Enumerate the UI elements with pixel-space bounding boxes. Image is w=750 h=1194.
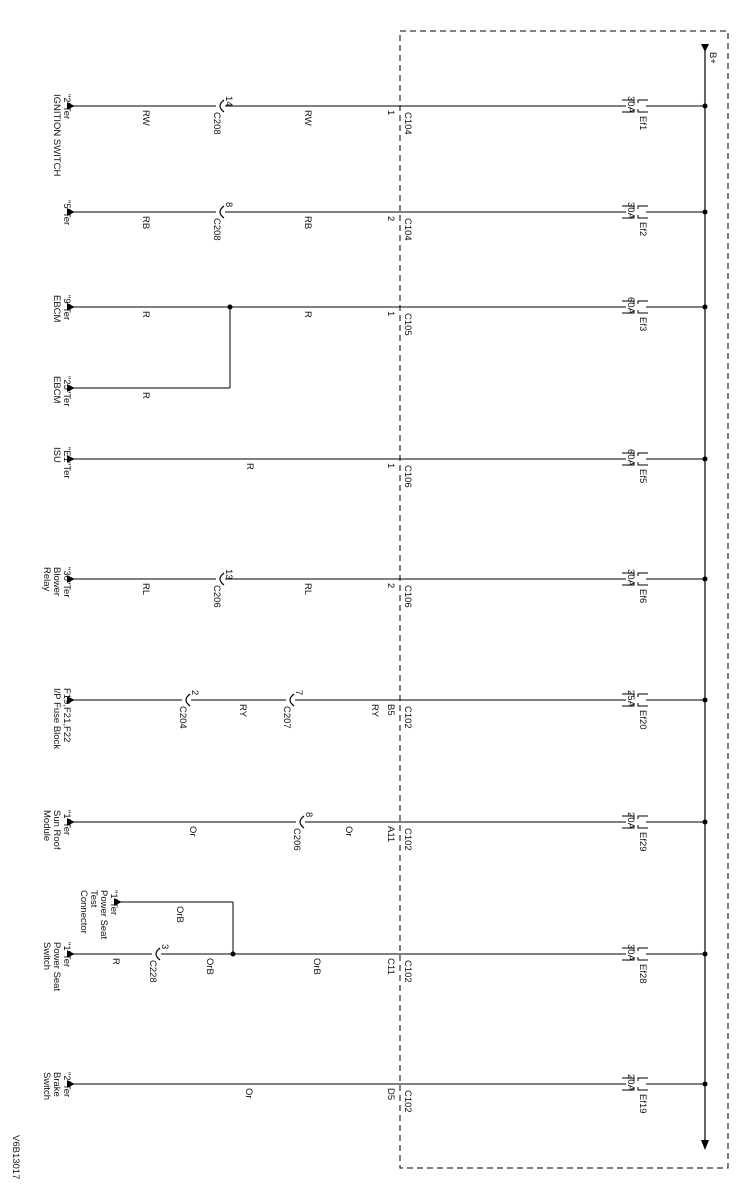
fuse-name: Ef2 xyxy=(637,222,648,237)
destination-line: ISU xyxy=(51,447,62,463)
splice-connector xyxy=(220,206,224,218)
wire-color-label: RB xyxy=(140,216,151,230)
circuit-ef3 xyxy=(51,295,708,407)
destination-line: Blower xyxy=(51,567,62,597)
destination-line: Switch xyxy=(41,942,52,970)
connector-id: C106 xyxy=(402,465,413,488)
connector-pin: A11 xyxy=(385,826,396,843)
splice-connector-id: C228 xyxy=(147,960,158,983)
destination-line: EBCM xyxy=(51,376,62,404)
splice-connector-id: C206 xyxy=(211,585,222,608)
wire-color-label: RL xyxy=(140,583,151,596)
destination-line: "E1"Ter xyxy=(61,447,72,479)
fuse-rating: 20A xyxy=(625,812,636,829)
wire-color-label: R xyxy=(140,392,151,399)
wire-color-label: R xyxy=(140,311,151,318)
destination-line: Switch xyxy=(41,1072,52,1100)
fuse-name: Ef1 xyxy=(637,116,648,131)
splice-pin: 3 xyxy=(159,944,170,950)
connector-id: C102 xyxy=(402,1090,413,1113)
splice-connector xyxy=(186,694,190,706)
splice-pin: 13 xyxy=(223,569,234,580)
connector-pin: B5 xyxy=(385,704,396,716)
connector-id: C102 xyxy=(402,706,413,729)
circuit-ef28 xyxy=(41,890,708,991)
destination-line: "9"Ter xyxy=(61,295,72,321)
fuse-name: Ef19 xyxy=(637,1094,648,1114)
connector-id: C106 xyxy=(402,585,413,608)
connector-id: C102 xyxy=(402,960,413,983)
circuit-ef29 xyxy=(41,810,708,852)
fuse-rating: 30A xyxy=(625,202,636,219)
branch-destination-label xyxy=(78,890,119,939)
connector-id: C104 xyxy=(402,112,413,135)
destination-line: "1"Ter xyxy=(61,810,72,836)
destination-line: Power Seat xyxy=(98,890,109,940)
circuit-ef19 xyxy=(41,1072,708,1114)
splice-connector-id: C206 xyxy=(291,828,302,851)
destination-label xyxy=(41,942,72,991)
fuse-rating: 60A xyxy=(625,449,636,466)
connector-pin: 2 xyxy=(385,583,396,589)
bus-top-arrow xyxy=(701,44,709,52)
destination-line: "1"Ter xyxy=(108,890,119,916)
destination-line: I/P Fuse Block xyxy=(51,688,62,750)
connector-pin: D5 xyxy=(385,1088,396,1101)
circuit-ef6 xyxy=(41,567,708,608)
wire-color-label: OrB xyxy=(311,958,322,975)
destination-label xyxy=(41,567,72,598)
destination-line: IGNITION SWITCH xyxy=(51,94,62,177)
splice-connector xyxy=(156,948,160,960)
destination-line: Sun Roof xyxy=(51,810,62,850)
destination-line: F19,F21,F22 xyxy=(61,688,72,743)
destination-line: "5"Ter xyxy=(61,200,72,226)
circuit-list xyxy=(41,94,708,1114)
destination-line: Relay xyxy=(41,567,52,592)
wire-color-label: Or xyxy=(243,1088,254,1099)
destination-label xyxy=(51,447,72,479)
destination-label xyxy=(51,688,72,749)
destination-line: "2"Ter xyxy=(61,1072,72,1098)
wire-color-label: RW xyxy=(302,110,313,126)
destination-label xyxy=(51,94,72,176)
wire-color-label: Or xyxy=(343,826,354,837)
fuse-rating: 30A xyxy=(625,944,636,961)
destination-line: Power Seat xyxy=(51,942,62,992)
splice-pin: 8 xyxy=(303,812,314,818)
wire-color-label: Or xyxy=(187,826,198,837)
connector-id: C104 xyxy=(402,218,413,241)
destination-line: "30"Ter xyxy=(61,567,72,598)
fuse-rating: 30A xyxy=(625,96,636,113)
circuit-ef1 xyxy=(51,94,708,176)
splice-connector-id: C208 xyxy=(211,218,222,241)
fuse-box-outline xyxy=(400,31,728,1168)
splice-connector xyxy=(300,816,304,828)
fuse-rating: 25A xyxy=(625,690,636,707)
destination-line: Test xyxy=(88,890,99,908)
wire-color-label: RB xyxy=(302,216,313,230)
connector-pin: 2 xyxy=(385,216,396,222)
destination-line: "2"Ter xyxy=(61,94,72,120)
fuse-rating: 30A xyxy=(625,569,636,586)
fuse-name: Ef28 xyxy=(637,964,648,984)
fuse-name: Ef29 xyxy=(637,832,648,852)
circuit-ef2 xyxy=(61,200,708,241)
destination-label xyxy=(41,810,72,850)
splice-connector xyxy=(290,694,294,706)
connector-pin: C11 xyxy=(385,958,396,975)
wire-color-label: RY xyxy=(369,704,380,718)
fuse-name: Ef3 xyxy=(637,317,648,332)
splice-connector-id: C204 xyxy=(177,706,188,729)
fuse-name: Ef20 xyxy=(637,710,648,730)
splice-connector-id: C207 xyxy=(281,706,292,729)
splice-pin: 8 xyxy=(223,202,234,208)
branch-destination-label xyxy=(51,376,72,407)
wire-color-label: R xyxy=(110,958,121,965)
connector-pin: 1 xyxy=(385,463,396,469)
bus-label: B+ xyxy=(707,52,718,64)
destination-line: Brake xyxy=(51,1072,62,1097)
figure-id: V6B13017 xyxy=(10,1135,21,1180)
connector-id: C102 xyxy=(402,828,413,851)
wire-color-label: R xyxy=(244,463,255,470)
connector-id: C105 xyxy=(402,313,413,336)
bus-bottom-arrow xyxy=(701,1140,709,1150)
fuse-name: Ef5 xyxy=(637,469,648,484)
wire-color-label: R xyxy=(302,311,313,318)
destination-label xyxy=(41,1072,72,1100)
destination-label xyxy=(51,295,72,323)
circuit-ef20 xyxy=(51,688,708,749)
destination-line: Module xyxy=(41,810,52,842)
destination-line: "1"Ter xyxy=(61,942,72,968)
connector-pin: 1 xyxy=(385,311,396,317)
wire-color-label: RW xyxy=(140,110,151,126)
wire-color-label: RY xyxy=(237,704,248,718)
destination-line: EBCM xyxy=(51,295,62,323)
fuse-rating: 60A xyxy=(625,297,636,314)
splice-pin: 14 xyxy=(223,96,234,107)
destination-line: "25"Ter xyxy=(61,376,72,407)
destination-line: Connector xyxy=(78,890,89,934)
wire-color-label: RL xyxy=(302,583,313,596)
fuse-name: Ef6 xyxy=(637,589,648,604)
splice-connector-id: C208 xyxy=(211,112,222,135)
fuse-rating: 20A xyxy=(625,1074,636,1091)
circuit-ef5 xyxy=(51,447,708,488)
wire-color-label: OrB xyxy=(204,958,215,975)
splice-pin: 2 xyxy=(189,690,200,696)
splice-pin: 7 xyxy=(293,690,304,696)
wire-color-label: OrB xyxy=(174,906,185,923)
destination-label xyxy=(61,200,72,225)
connector-pin: 1 xyxy=(385,110,396,116)
